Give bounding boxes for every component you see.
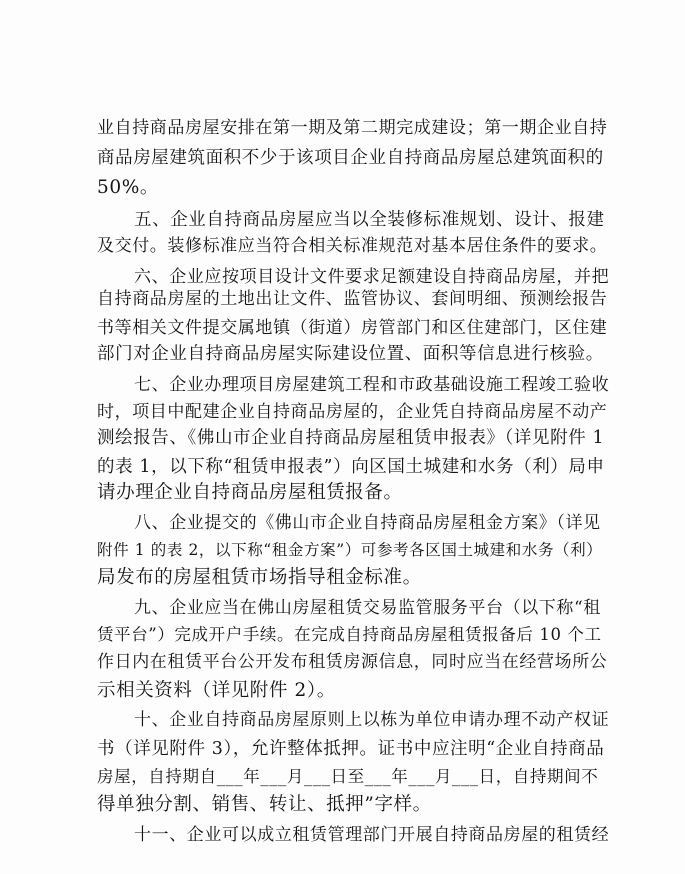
text-line: 书等相关文件提交属地镇（街道）房管部门和区住建部门，区住建 [97,318,608,338]
paragraph-10-start: 十、企业自持商品房屋原则上以栋为单位申请办理不动产权证 [134,710,610,730]
text-line: 商品房屋建筑面积不少于该项目企业自持商品房屋总建筑面积的 [97,148,604,168]
paragraph-6-start: 六、企业应按项目设计文件要求足额建设自持商品房屋，并把 [134,267,610,287]
paragraph-7-start: 七、企业办理项目房屋建筑工程和市政基础设施工程竣工验收 [134,375,610,395]
text-line: 书（详见附件 3），允许整体抵押。证书中应注明“企业自持商品 [97,739,605,759]
text-line: 赁平台”）完成开户手续。在完成自持商品房屋租赁报备后 10 个工 [97,625,602,644]
paragraph-5-start: 五、企业自持商品房屋应当以全装修标准规划、设计、报建 [134,210,605,230]
paragraph-8-start: 八、企业提交的《佛山市企业自持商品房屋租金方案》（详见 [134,513,601,533]
text-line: 作日内在租赁平台公开发布租赁房源信息，同时应当在经营场所公 [97,652,608,672]
text-line: 及交付。装修标准应当符合相关标准规范对基本居住条件的要求。 [97,236,608,256]
text-line: 房屋，自持期自___年___月___日至___年___月___日，自持期间不 [97,767,599,786]
paragraph-11-start: 十一、企业可以成立租赁管理部门开展自持商品房屋的租赁经 [134,825,610,845]
text-line: 测绘报告、《佛山市企业自持商品房屋租赁申报表》（详见附件 1 [97,428,605,448]
text-line: 局发布的房屋租赁市场指导租金标准。 [97,567,422,588]
text-line: 示相关资料（详见附件 2）。 [97,680,336,701]
text-line: 50%。 [97,177,160,198]
text-line: 附件 1 的表 2，以下称“租金方案”）可参考各区国土城建和水务（利） [97,541,603,559]
text-line: 部门对企业自持商品房屋实际建设位置、面积等信息进行核验。 [97,344,604,364]
text-line: 请办理企业自持商品房屋租赁报备。 [97,482,403,503]
text-line: 自持商品房屋的土地出让文件、监管协议、套间明细、预测绘报告 [97,289,608,309]
text-line: 业自持商品房屋安排在第一期及第二期完成建设；第一期企业自持 [97,118,608,138]
text-line: 的表 1，以下称“租赁申报表”）向区国土城建和水务（利）局申 [97,457,605,477]
paragraph-9-start: 九、企业应当在佛山房屋租赁交易监管服务平台（以下称“租 [134,598,601,618]
text-line: 得单独分割、销售、转让、抵押”字样。 [97,794,432,815]
text-line: 时，项目中配建企业自持商品房屋的，企业凭自持商品房屋不动产 [97,402,608,422]
